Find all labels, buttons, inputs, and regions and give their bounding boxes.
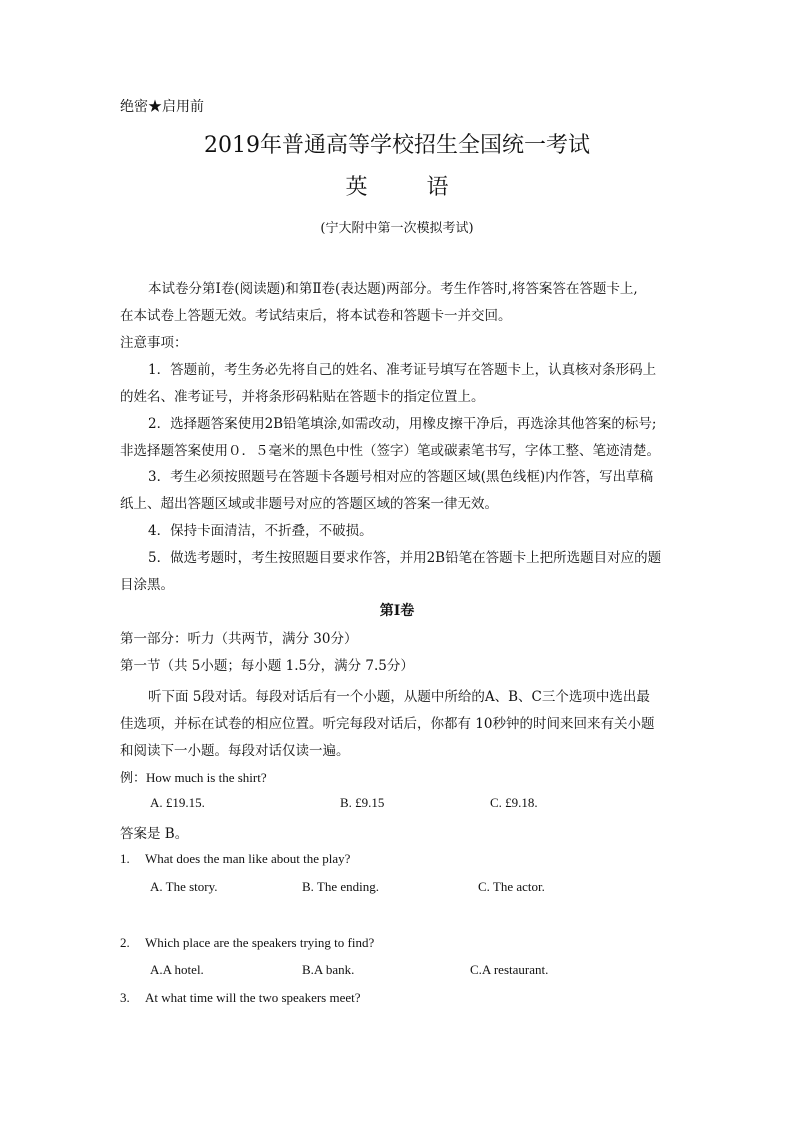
notice-3-line-2: 纸上、超出答题区域或非题号对应的答题区域的答案一律无效。 [120, 496, 498, 512]
instructions-line-3: 和阅读下一小题。每段对话仅读一遍。 [120, 743, 350, 759]
example-question: 例：How much is the shirt? [120, 770, 267, 785]
question-2-option-a: A.A hotel. [150, 962, 204, 977]
intro-para-line-1: 本试卷分第Ⅰ卷(阅读题)和第Ⅱ卷(表达题)两部分。考生作答时,将答案答在答题卡上, [148, 281, 638, 297]
volume-heading: 第Ⅰ卷 [379, 603, 415, 619]
notice-2-line-2: 非选择题答案使用０．５毫米的黑色中性（签字）笔或碳素笔书写，字体工整、笔迹清楚。 [120, 443, 660, 459]
notice-1-line-2: 的姓名、准考证号，并将条形码粘贴在答题卡的指定位置上。 [120, 389, 485, 405]
notice-5-line-2: 目涂黑。 [120, 577, 174, 593]
question-2-option-b: B.A bank. [302, 962, 355, 977]
question-3-text: At what time will the two speakers meet? [145, 990, 361, 1005]
example-option-c: C. £9.18. [490, 795, 538, 810]
question-2-text: Which place are the speakers trying to find? [145, 935, 375, 950]
intro-para-line-2: 在本试卷上答题无效。考试结束后，将本试卷和答题卡一并交回。 [120, 308, 512, 324]
example-option-b: B. £9.15 [340, 795, 385, 810]
instructions-line-2: 佳选项，并标在试卷的相应位置。听完每段对话后，你都有 10秒钟的时间来回来有关小题 [120, 716, 655, 732]
section-1-heading: 第一节（共 5小题；每小题 1.5分，满分 7.5分） [120, 658, 414, 674]
question-3-number: 3. [120, 990, 130, 1005]
notice-3-line-1: 3．考生必须按照题号在答题卡各题号相对应的答题区域(黑色线框)内作答，写出草稿 [148, 469, 654, 485]
notice-4: 4．保持卡面清洁，不折叠，不破损。 [148, 523, 373, 539]
subject-title: 英 语 [345, 175, 475, 200]
question-1-text: What does the man like about the play? [145, 851, 351, 866]
question-2-number: 2. [120, 935, 130, 950]
question-1-option-b: B. The ending. [302, 879, 380, 894]
part-1-heading: 第一部分：听力（共两节，满分 30分） [120, 631, 358, 647]
question-1-option-c: C. The actor. [478, 879, 545, 894]
exam-subtitle: (宁大附中第一次模拟考试) [320, 221, 474, 236]
example-answer: 答案是 B。 [120, 826, 189, 842]
confidential-label: 绝密★启用前 [120, 99, 204, 115]
notice-2-line-1: 2．选择题答案使用2B铅笔填涂,如需改动，用橡皮擦干净后，再选涂其他答案的标号; [148, 416, 657, 432]
question-1-option-a: A. The story. [150, 879, 218, 894]
instructions-line-1: 听下面 5段对话。每段对话后有一个小题，从题中所给的A、B、C三个选项中选出最 [148, 689, 650, 705]
question-2-option-c: C.A restaurant. [470, 962, 549, 977]
example-option-a: A. £19.15. [150, 795, 205, 810]
notice-5-line-1: 5．做选考题时，考生按照题目要求作答，并用2B铅笔在答题卡上把所选题目对应的题 [148, 550, 662, 566]
exam-title: 2019年普通高等学校招生全国统一考试 [204, 133, 590, 158]
question-1-number: 1. [120, 851, 130, 866]
notice-1-line-1: 1．答题前，考生务必先将自己的姓名、准考证号填写在答题卡上，认真核对条形码上 [148, 362, 657, 378]
notice-label: 注意事项： [120, 335, 188, 351]
